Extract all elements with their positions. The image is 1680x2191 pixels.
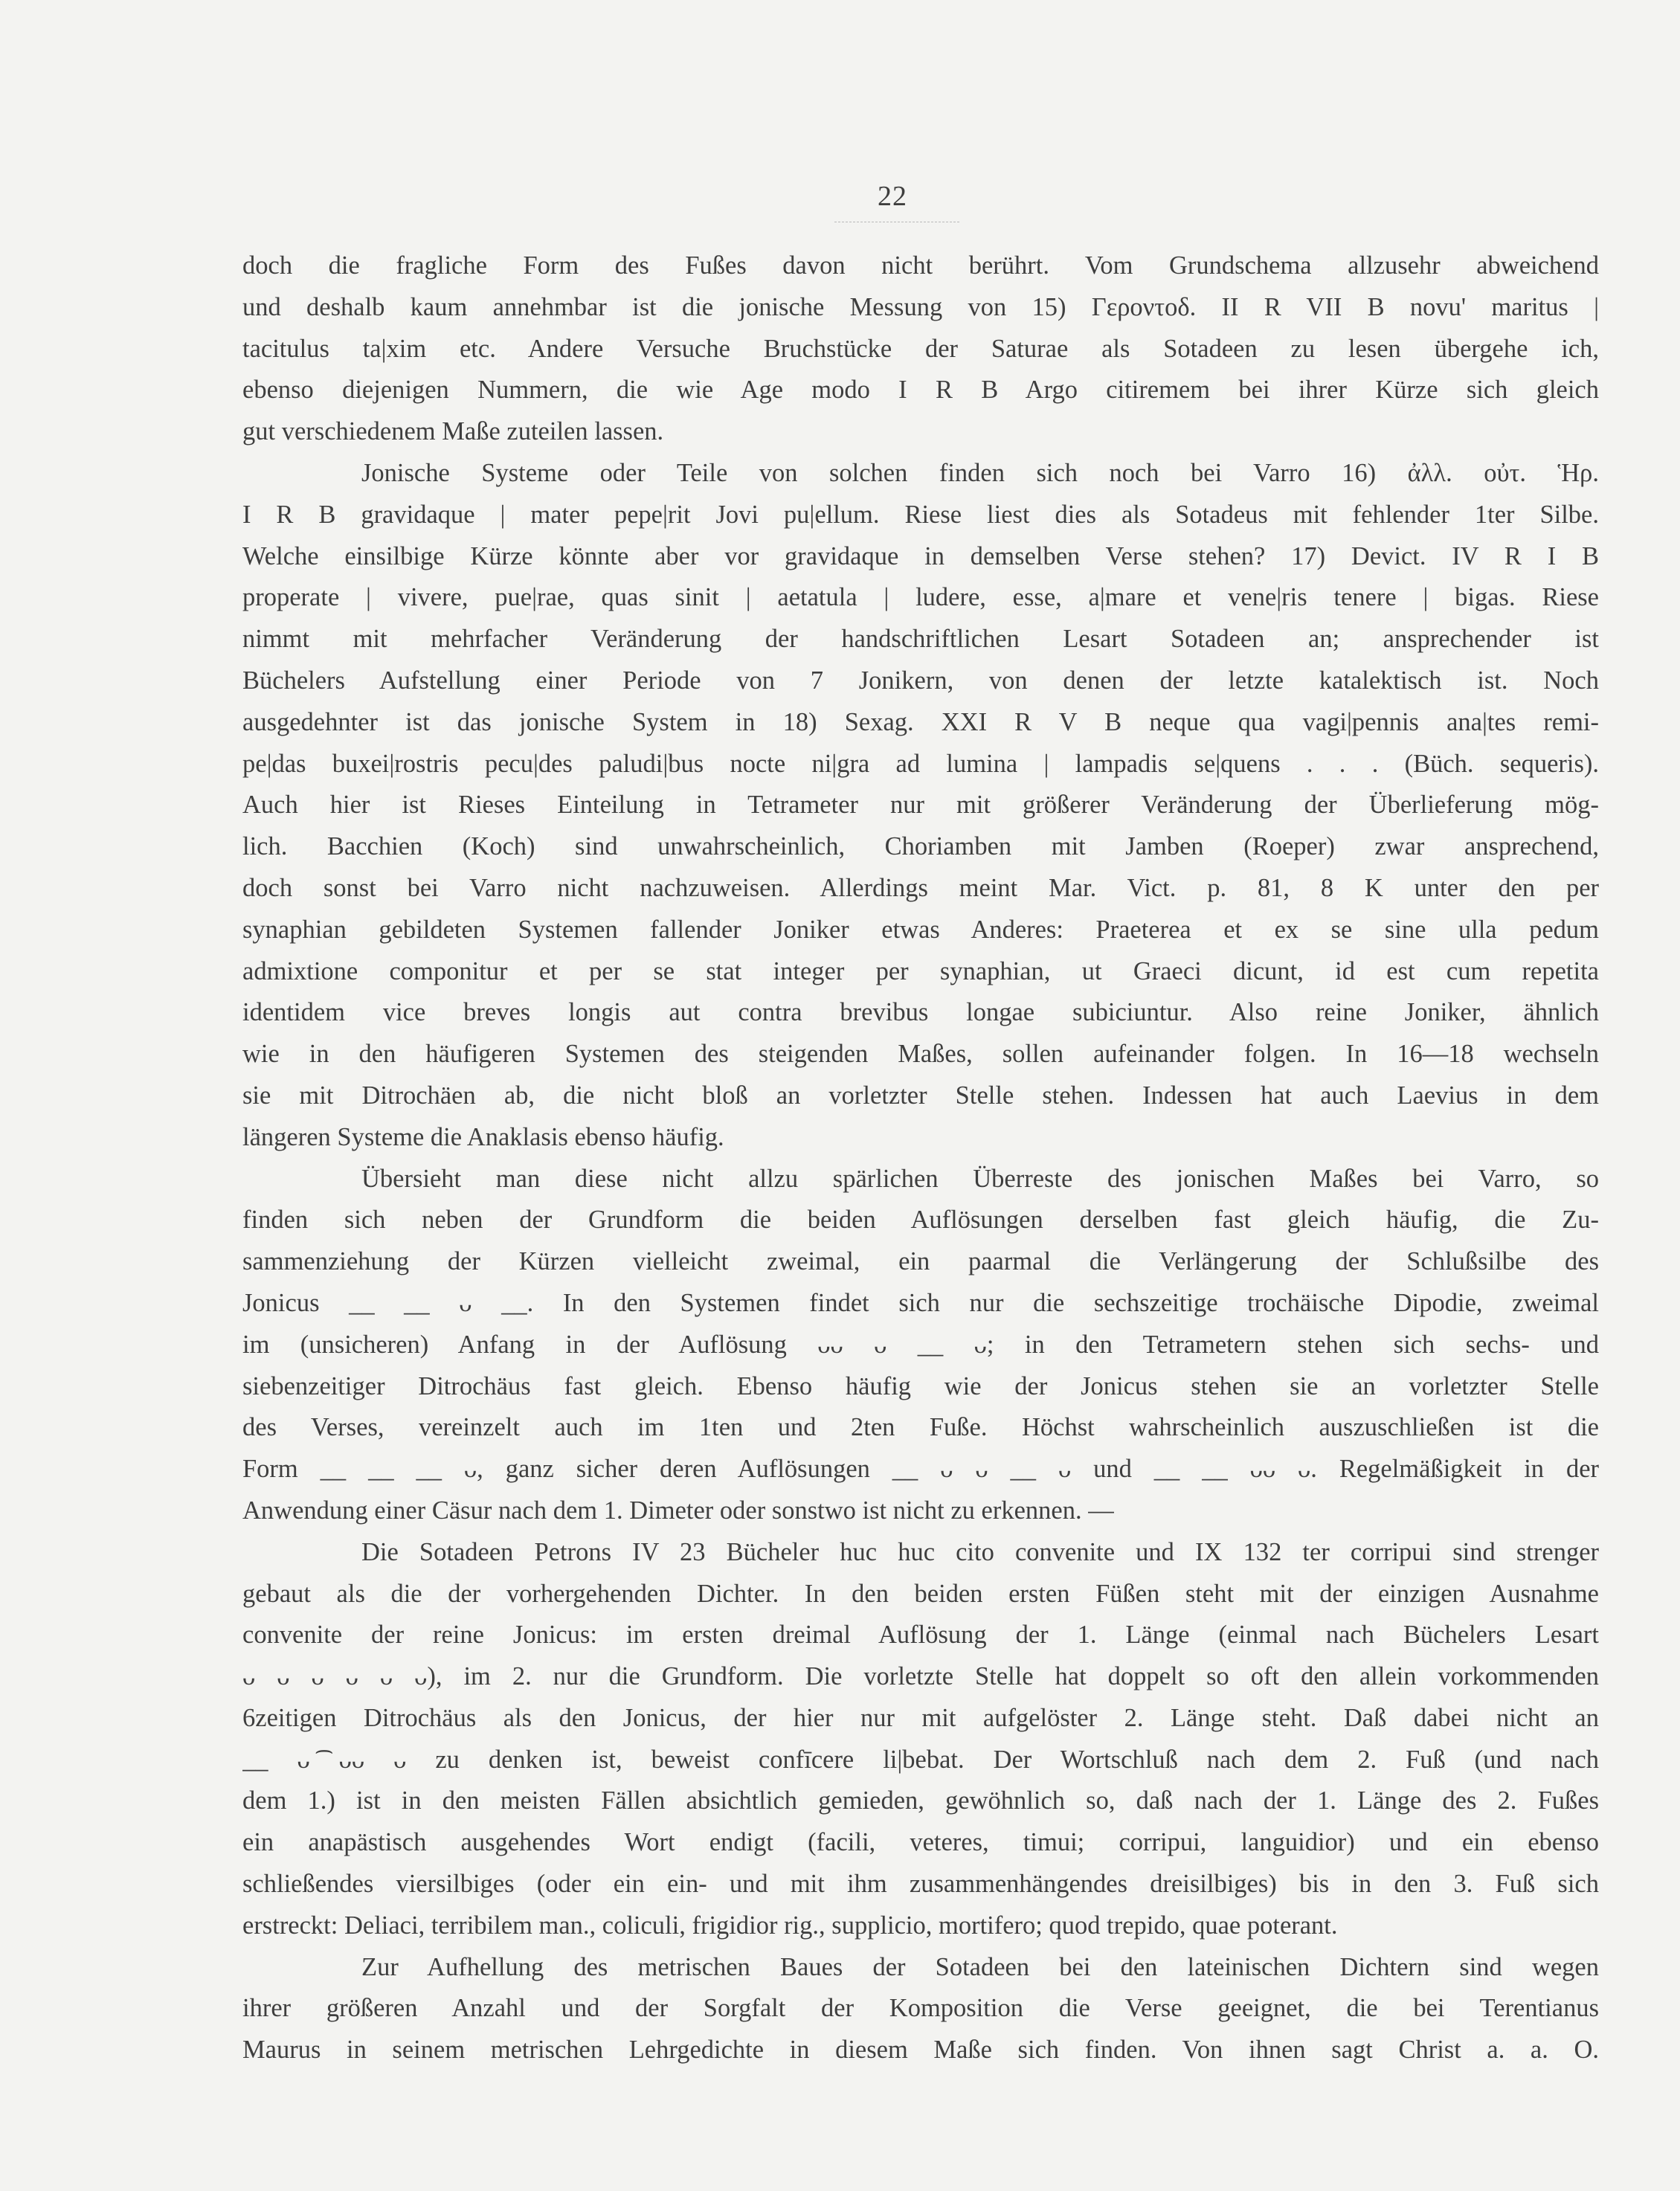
- text-line: 6zeitigen Ditrochäus als den Jonicus, der hier nur mit aufgelöster 2. Länge steht. Daß dabei nicht an: [242, 1703, 1599, 1732]
- text-line: Jonische Systeme oder Teile von solchen finden sich noch bei Varro 16) ἀλλ. οὐτ. Ἡρ.: [361, 458, 1599, 487]
- text-line: Auch hier ist Rieses Einteilung in Tetrameter nur mit größerer Veränderung der Überlieferung mög-: [242, 791, 1599, 820]
- text-line: doch sonst bei Varro nicht nachzuweisen. Allerdings meint Mar. Vict. p. 81, 8 K unter den per: [242, 873, 1599, 902]
- text-line: tacitulus ta|xim etc. Andere Versuche Bruchstücke der Saturae als Sotadeen zu lesen übergehe ich,: [242, 334, 1599, 363]
- text-line: im (unsicheren) Anfang in der Auflösung ᴗᴗ ᴗ __ ᴗ; in den Tetrametern stehen sich sechs- und: [242, 1330, 1599, 1359]
- text-line: ihrer größeren Anzahl und der Sorgfalt der Komposition die Verse geeignet, die bei Terentianus: [242, 1994, 1599, 2023]
- text-line: ausgedehnter ist das jonische System in 18) Sexag. XXI R V B neque qua vagi|pennis ana|tes remi-: [242, 707, 1599, 736]
- text-line: sammenziehung der Kürzen vielleicht zweimal, ein paarmal die Verlängerung der Schlußsilbe des: [242, 1247, 1599, 1276]
- text-line: dem 1.) ist in den meisten Fällen absichtlich gemieden, gewöhnlich so, daß nach der 1. Länge des 2. Fußes: [242, 1786, 1599, 1815]
- text-line: siebenzeitiger Ditrochäus fast gleich. Ebenso häufig wie der Jonicus stehen sie an vorletzter Stelle: [242, 1371, 1599, 1400]
- text-line: identidem vice breves longis aut contra brevibus longae subiciuntur. Also reine Joniker, ähnlich: [242, 998, 1599, 1027]
- text-line: schließendes viersilbiges (oder ein ein- und mit ihm zusammenhängendes dreisilbiges) bis in den 3. Fuß sich: [242, 1870, 1599, 1899]
- text-line: längeren Systeme die Anaklasis ebenso häufig.: [242, 1122, 724, 1151]
- text-line: Übersieht man diese nicht allzu spärlichen Überreste des jonischen Maßes bei Varro, so: [361, 1164, 1599, 1193]
- text-line: I R B gravidaque | mater pepe|rit Jovi pu|ellum. Riese liest dies als Sotadeus mit fehlender 1ter Silbe.: [242, 500, 1599, 529]
- page-number: 22: [878, 181, 907, 212]
- text-line: ein anapästisch ausgehendes Wort endigt (facili, veteres, timui; corripui, languidior) und ein ebenso: [242, 1828, 1599, 1857]
- text-line: Anwendung einer Cäsur nach dem 1. Dimeter oder sonstwo ist nicht zu erkennen. —: [242, 1496, 1114, 1525]
- text-line: Die Sotadeen Petrons IV 23 Bücheler huc huc cito convenite und IX 132 ter corripui sind strenger: [361, 1537, 1599, 1566]
- text-line: nimmt mit mehrfacher Veränderung der handschriftlichen Lesart Sotadeen an; ansprechender ist: [242, 625, 1599, 654]
- text-line: admixtione componitur et per se stat integer per synaphian, ut Graeci dicunt, id est cum repetita: [242, 956, 1599, 985]
- text-line: synaphian gebildeten Systemen fallender Joniker etwas Anderes: Praeterea et ex se sine ulla pedum: [242, 915, 1599, 944]
- text-line: und deshalb kaum annehmbar ist die jonische Messung von 15) Γεροντοδ. II R VII B novu' maritus |: [242, 292, 1599, 321]
- text-line: ebenso diejenigen Nummern, die wie Age modo I R B Argo citiremem bei ihrer Kürze sich gleich: [242, 376, 1599, 405]
- text-line: Welche einsilbige Kürze könnte aber vor gravidaque in demselben Verse stehen? 17) Devict. IV R I B: [242, 541, 1599, 570]
- text-line: finden sich neben der Grundform die beiden Auflösungen derselben fast gleich häufig, die Zu-: [242, 1206, 1599, 1235]
- text-line: ᴗ ᴗ ᴗ ᴗ ᴗ ᴗ), im 2. nur die Grundform. Die vorletzte Stelle hat doppelt so oft den allein vorkommenden: [242, 1662, 1599, 1691]
- text-line: des Verses, vereinzelt auch im 1ten und 2ten Fuße. Höchst wahrscheinlich auszuschließen ist die: [242, 1413, 1599, 1442]
- text-line: Maurus in seinem metrischen Lehrgedichte in diesem Maße sich finden. Von ihnen sagt Christ a. a. O.: [242, 2036, 1599, 2065]
- text-line: convenite der reine Jonicus: im ersten dreimal Auflösung der 1. Länge (einmal nach Büchelers Lesart: [242, 1621, 1599, 1650]
- text-line: erstreckt: Deliaci, terribilem man., coliculi, frigidior rig., supplicio, mortifero; quod trepido, quae poterant.: [242, 1911, 1338, 1940]
- text-line: sie mit Ditrochäen ab, die nicht bloß an vorletzter Stelle stehen. Indessen hat auch Laevius in dem: [242, 1081, 1599, 1110]
- text-line: Büchelers Aufstellung einer Periode von 7 Jonikern, von denen der letzte katalektisch ist. Noch: [242, 666, 1599, 695]
- text-line: __ ᴗ ͡ᴗᴗ ᴗ zu denken ist, beweist confīcere li|bebat. Der Wortschluß nach dem 2. Fuß (und nach: [242, 1745, 1599, 1774]
- text-line: properate | vivere, pue|rae, quas sinit | aetatula | ludere, esse, a|mare et vene|ris tenere | bigas. Riese: [242, 583, 1599, 612]
- text-line: lich. Bacchien (Koch) sind unwahrscheinlich, Choriamben mit Jamben (Roeper) zwar ansprechend,: [242, 832, 1599, 861]
- text-line: wie in den häufigeren Systemen des steigenden Maßes, sollen aufeinander folgen. In 16—18 wechseln: [242, 1040, 1599, 1069]
- text-line: Zur Aufhellung des metrischen Baues der Sotadeen bei den lateinischen Dichtern sind wegen: [361, 1952, 1599, 1981]
- text-line: pe|das buxei|rostris pecu|des paludi|bus nocte ni|gra ad lumina | lampadis se|quens . . . (Büch. sequeris).: [242, 749, 1599, 778]
- body-text: [242, 245, 1599, 2071]
- text-line: Jonicus __ __ ᴗ __. In den Systemen findet sich nur die sechszeitige trochäische Dipodie, zweimal: [242, 1288, 1599, 1317]
- text-line: gebaut als die der vorhergehenden Dichter. In den beiden ersten Füßen steht mit der einzigen Ausnahme: [242, 1579, 1599, 1608]
- text-line: gut verschiedenem Maße zuteilen lassen.: [242, 417, 664, 446]
- text-line: doch die fragliche Form des Fußes davon nicht berührt. Vom Grundschema allzusehr abweichend: [242, 251, 1599, 280]
- text-line: Form __ __ __ ᴗ, ganz sicher deren Auflösungen __ ᴗ ᴗ __ ᴗ und __ __ ᴗᴗ ᴗ. Regelmäßigkeit in der: [242, 1455, 1599, 1484]
